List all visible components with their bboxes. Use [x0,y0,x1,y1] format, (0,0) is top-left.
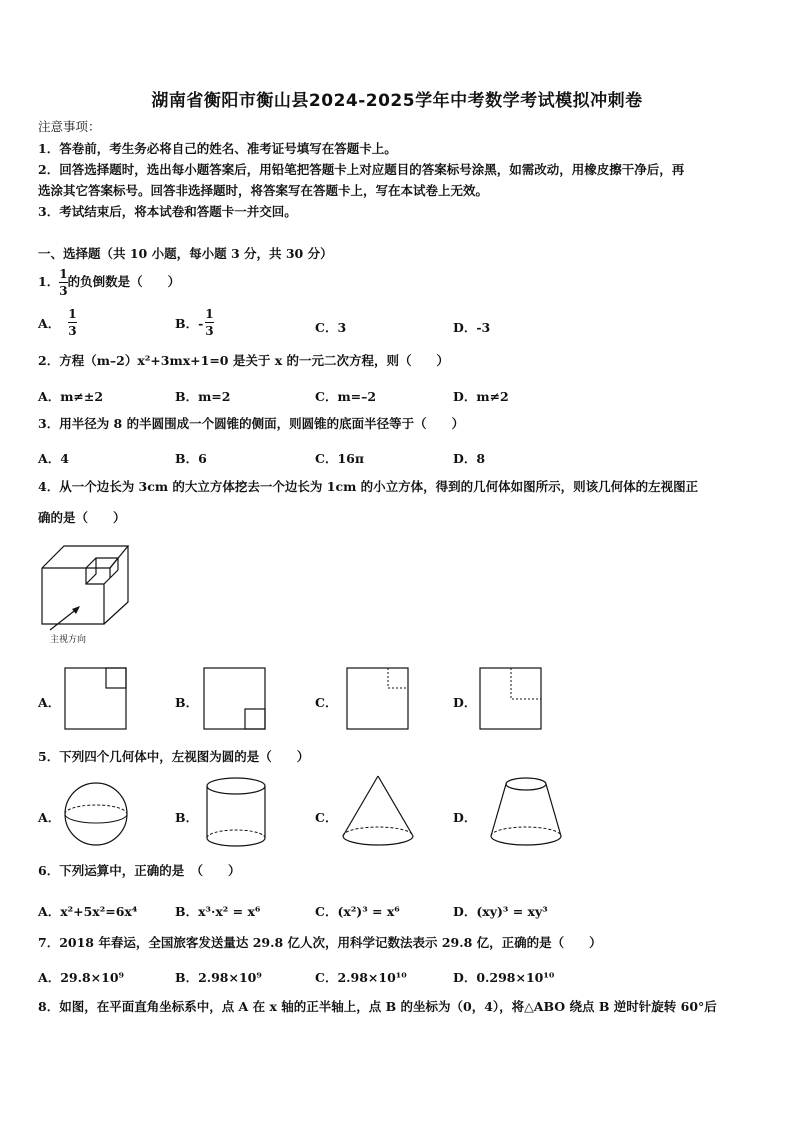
q1-a-denominator: 3 [68,324,77,338]
q7-option-d[interactable]: D．0.298×10¹⁰ [453,970,555,985]
q4-option-a[interactable]: A． [38,695,61,710]
q2-option-a[interactable]: A．m≠±2 [38,389,104,404]
question-6: 6．下列运算中，正确的是 （ ） [38,863,241,878]
q1-frac-numerator: 1 [59,267,68,281]
cylinder-icon[interactable] [204,776,270,850]
question-4-line-1: 4．从一个边长为 3cm 的大立方体挖去一个边长为 1cm 的小立方体，得到的几何体如图所示，则该几何体的左视图正 [38,479,699,494]
q7-option-b[interactable]: B．2.98×10⁹ [175,970,262,985]
q5-option-a[interactable]: A． [38,810,61,825]
q1-text: 的负倒数是（ ） [67,274,181,290]
q1-option-a-letter: A． [38,315,61,331]
question-3: 3．用半径为 8 的半圆围成一个圆锥的侧面，则圆锥的底面半径等于（ ） [38,416,465,431]
notice-item-2: 2．回答选择题时，选出每小题答案后，用铅笔把答题卡上对应题目的答案标号涂黑，如需改动，用橡皮擦干净后，再 [38,162,685,177]
section-heading: 一、选择题（共 10 小题，每小题 3 分，共 30 分） [38,246,333,261]
q3-option-d[interactable]: D．8 [453,451,486,466]
q2-option-d[interactable]: D．m≠2 [453,389,509,404]
cube-figure [36,540,146,648]
q4-option-b-view[interactable] [203,667,267,731]
q1-option-a[interactable] [38,308,77,337]
question-5: 5．下列四个几何体中，左视图为圆的是（ ） [38,749,310,764]
q1-option-d[interactable]: D．-3 [453,320,491,335]
frustum-icon[interactable] [488,774,564,850]
q5-option-d[interactable]: D． [453,810,477,825]
q5-option-b[interactable]: B． [175,810,199,825]
q2-option-c[interactable]: C．m=–2 [315,389,377,404]
question-7: 7．2018 年春运，全国旅客发送量达 29.8 亿人次，用科学记数法表示 29.8 亿，正确的是（ ） [38,935,602,950]
q4-option-c[interactable]: C． [315,695,338,710]
q5-option-c[interactable]: C． [315,810,338,825]
q3-option-c[interactable]: C．16π [315,451,364,466]
q4-option-d[interactable]: D． [453,695,477,710]
q4-option-b[interactable]: B． [175,695,199,710]
q6-option-d[interactable]: D．(xy)³ = xy³ [453,904,548,919]
view-direction-label: 主视方向 [50,635,87,645]
cone-icon[interactable] [340,774,416,850]
q4-option-c-view[interactable] [346,667,410,731]
q1-b-numerator: 1 [205,307,214,321]
q1-b-denominator: 3 [205,324,214,338]
notice-item-1: 1．答卷前，考生务必将自己的姓名、准考证号填写在答题卡上。 [38,141,397,156]
q1-option-b-fraction [205,308,213,337]
q6-option-c[interactable]: C．(x²)³ = x⁶ [315,904,400,919]
q1-a-numerator: 1 [68,307,77,321]
q1-option-b[interactable] [175,308,214,337]
question-4-line-2: 确的是（ ） [38,510,126,525]
q4-option-d-view[interactable] [479,667,543,731]
q3-option-b[interactable]: B．6 [175,451,207,466]
question-8: 8．如图，在平面直角坐标系中，点 A 在 x 轴的正半轴上，点 B 的坐标为（0，4），将△ABO 绕点 B 逆时针旋转 60°后 [38,999,717,1014]
notice-item-2-cont: 选涂其它答案标号。回答非选择题时，将答案写在答题卡上，写在本试卷上无效。 [38,183,489,198]
q1-option-c[interactable]: C．3 [315,320,347,335]
q1-number: 1． [38,274,60,290]
question-1 [38,268,180,297]
notice-heading: 注意事项： [38,119,101,134]
question-2: 2．方程（m–2）x²+3mx+1=0 是关于 x 的一元二次方程，则（ ） [38,353,449,368]
q1-option-b-letter: B．- [175,315,204,331]
q2-option-b[interactable]: B．m=2 [175,389,231,404]
q4-option-a-view[interactable] [64,667,128,731]
q6-option-b[interactable]: B．x³·x² = x⁶ [175,904,261,919]
q7-option-c[interactable]: C．2.98×10¹⁰ [315,970,407,985]
q3-option-a[interactable]: A．4 [38,451,69,466]
page-title: 湖南省衡阳市衡山县2024-2025学年中考数学考试模拟冲刺卷 [151,91,643,111]
sphere-icon[interactable] [62,780,132,848]
q1-option-a-fraction [68,308,76,337]
q7-option-a[interactable]: A．29.8×10⁹ [38,970,124,985]
q1-fraction [59,268,67,297]
q1-frac-denominator: 3 [59,284,68,298]
notice-item-3: 3．考试结束后，将本试卷和答题卡一并交回。 [38,204,297,219]
q6-option-a[interactable]: A．x²+5x²=6x⁴ [38,904,138,919]
